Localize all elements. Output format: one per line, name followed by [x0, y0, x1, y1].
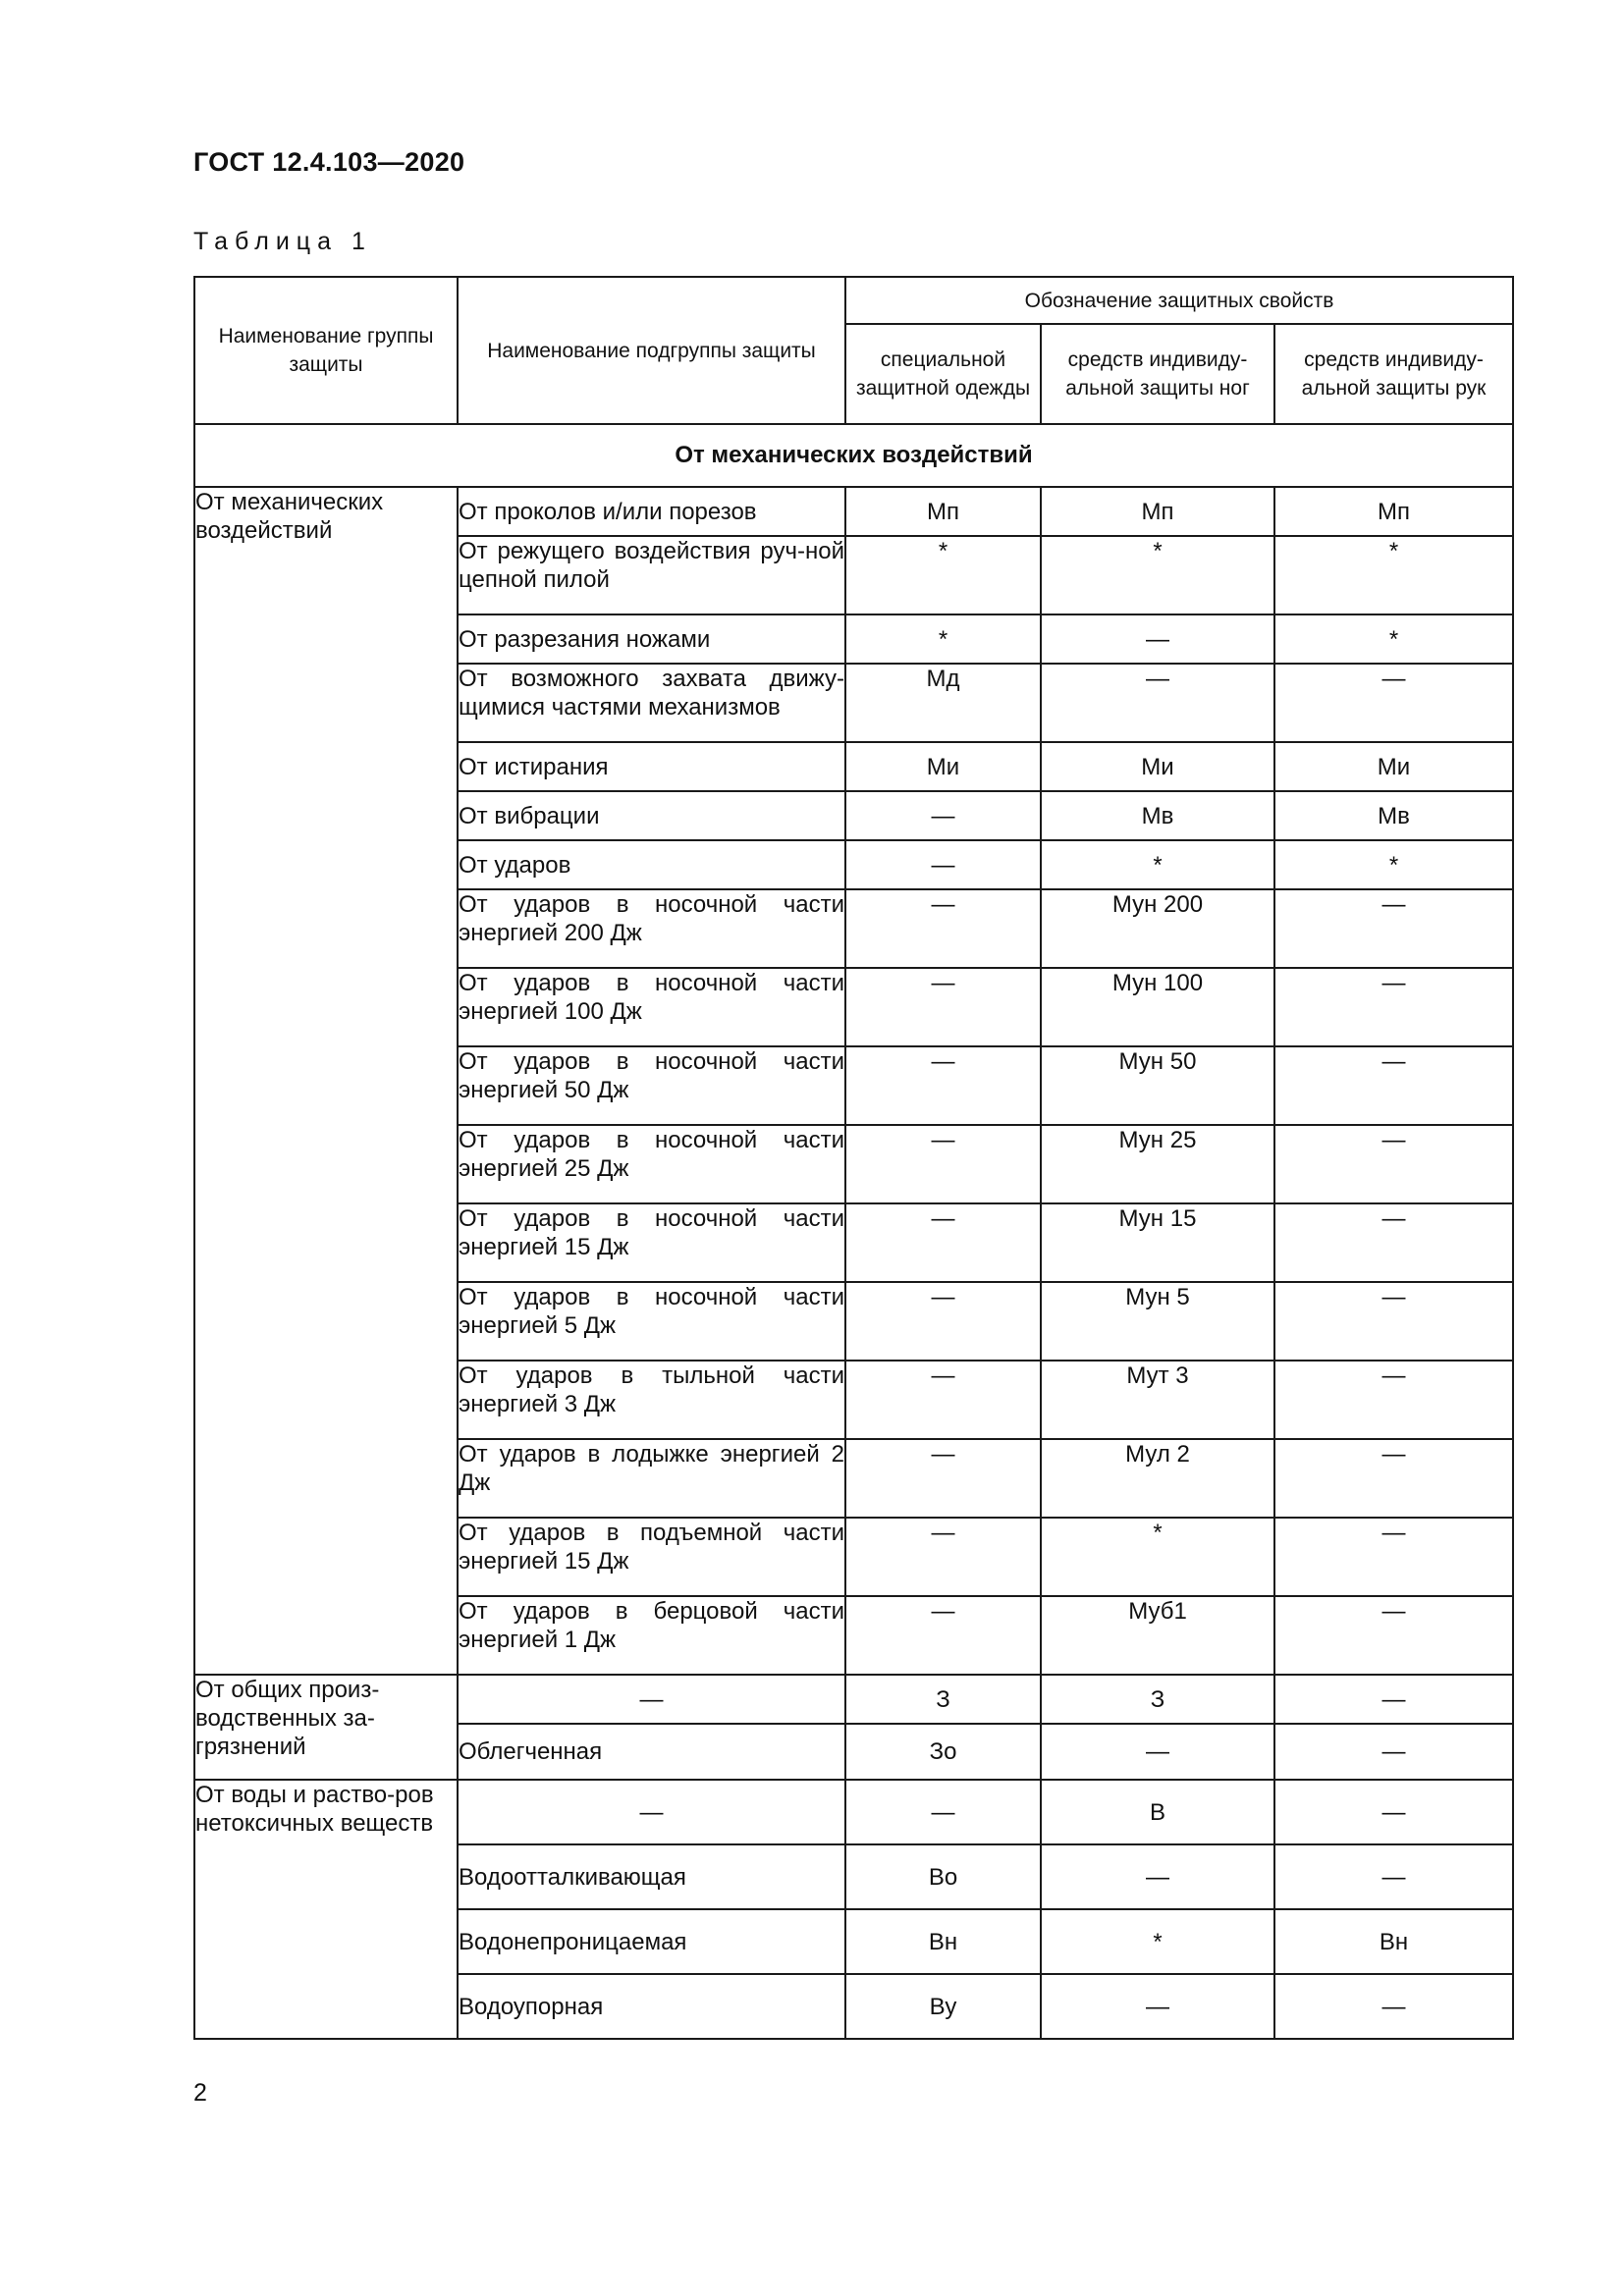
hands-value: Вн: [1274, 1909, 1513, 1974]
clothing-value: —: [845, 1596, 1041, 1675]
subgroup-cell: От разрезания ножами: [458, 614, 845, 664]
clothing-value: —: [845, 1780, 1041, 1844]
subgroup-cell: От ударов в носочной части энергией 100 Дж: [458, 968, 845, 1046]
header-group: Наименование группы защиты: [194, 277, 458, 424]
clothing-value: —: [845, 1518, 1041, 1596]
subgroup-cell: Облегченная: [458, 1724, 845, 1780]
clothing-value: —: [845, 1282, 1041, 1361]
clothing-value: *: [845, 614, 1041, 664]
clothing-value: —: [845, 840, 1041, 889]
hands-value: *: [1274, 840, 1513, 889]
clothing-value: —: [845, 1046, 1041, 1125]
feet-value: Мв: [1041, 791, 1274, 840]
hands-value: —: [1274, 1596, 1513, 1675]
clothing-value: Вн: [845, 1909, 1041, 1974]
subgroup-cell: От ударов в лодыжке энергией 2 Дж: [458, 1439, 845, 1518]
hands-value: —: [1274, 1361, 1513, 1439]
hands-value: —: [1274, 889, 1513, 968]
feet-value: *: [1041, 536, 1274, 614]
subgroup-cell: От проколов и/или порезов: [458, 487, 845, 536]
subgroup-cell: Водоупорная: [458, 1974, 845, 2039]
clothing-value: —: [845, 889, 1041, 968]
header-feet: средств индивиду-альной защиты ног: [1041, 324, 1274, 424]
clothing-value: —: [845, 1361, 1041, 1439]
feet-value: *: [1041, 1909, 1274, 1974]
hands-value: *: [1274, 536, 1513, 614]
feet-value: Мп: [1041, 487, 1274, 536]
clothing-value: —: [845, 791, 1041, 840]
feet-value: —: [1041, 1974, 1274, 2039]
header-hands: средств индивиду-альной защиты рук: [1274, 324, 1513, 424]
subgroup-cell: От ударов в носочной части энергией 25 Дж: [458, 1125, 845, 1203]
hands-value: —: [1274, 1780, 1513, 1844]
feet-value: —: [1041, 1724, 1274, 1780]
subgroup-cell: От ударов в подъемной части энергией 15 Дж: [458, 1518, 845, 1596]
hands-value: —: [1274, 1282, 1513, 1361]
feet-value: Мул 2: [1041, 1439, 1274, 1518]
clothing-value: Ву: [845, 1974, 1041, 2039]
clothing-value: —: [845, 1439, 1041, 1518]
page-number: 2: [193, 2079, 207, 2107]
feet-value: Мун 200: [1041, 889, 1274, 968]
feet-value: З: [1041, 1675, 1274, 1724]
hands-value: —: [1274, 968, 1513, 1046]
feet-value: *: [1041, 1518, 1274, 1596]
clothing-value: Во: [845, 1844, 1041, 1909]
subgroup-cell: От ударов в носочной части энергией 200 Дж: [458, 889, 845, 968]
feet-value: Мут 3: [1041, 1361, 1274, 1439]
subgroup-cell: Водоотталкивающая: [458, 1844, 845, 1909]
table-caption: Таблица 1: [193, 228, 372, 255]
hands-value: —: [1274, 1724, 1513, 1780]
clothing-value: З: [845, 1675, 1041, 1724]
feet-value: Мун 5: [1041, 1282, 1274, 1361]
hands-value: —: [1274, 1675, 1513, 1724]
clothing-value: —: [845, 1203, 1041, 1282]
subgroup-cell: От ударов в носочной части энергией 15 Дж: [458, 1203, 845, 1282]
feet-value: В: [1041, 1780, 1274, 1844]
subgroup-cell: От вибрации: [458, 791, 845, 840]
subgroup-cell: От ударов в тыльной части энергией 3 Дж: [458, 1361, 845, 1439]
document-title: ГОСТ 12.4.103—2020: [193, 147, 465, 177]
subgroup-cell: —: [458, 1675, 845, 1724]
clothing-value: *: [845, 536, 1041, 614]
hands-value: —: [1274, 1203, 1513, 1282]
hands-value: —: [1274, 1518, 1513, 1596]
hands-value: —: [1274, 1844, 1513, 1909]
hands-value: Ми: [1274, 742, 1513, 791]
hands-value: —: [1274, 1974, 1513, 2039]
subgroup-cell: От ударов: [458, 840, 845, 889]
feet-value: —: [1041, 664, 1274, 742]
group-cell: От механических воздействий: [194, 487, 458, 1675]
subgroup-cell: От ударов в носочной части энергией 5 Дж: [458, 1282, 845, 1361]
hands-value: *: [1274, 614, 1513, 664]
subgroup-cell: От возможного захвата движу-щимися частями механизмов: [458, 664, 845, 742]
feet-value: —: [1041, 1844, 1274, 1909]
hands-value: Мв: [1274, 791, 1513, 840]
protection-table: [193, 276, 1514, 2040]
subgroup-cell: —: [458, 1780, 845, 1844]
clothing-value: Мп: [845, 487, 1041, 536]
header-subgroup: Наименование подгруппы защиты: [458, 277, 845, 424]
clothing-value: Ми: [845, 742, 1041, 791]
subgroup-cell: От режущего воздействия руч-ной цепной пилой: [458, 536, 845, 614]
hands-value: —: [1274, 1046, 1513, 1125]
hands-value: —: [1274, 1439, 1513, 1518]
feet-value: Мун 50: [1041, 1046, 1274, 1125]
subgroup-cell: Водонепроницаемая: [458, 1909, 845, 1974]
hands-value: Мп: [1274, 487, 1513, 536]
clothing-value: —: [845, 1125, 1041, 1203]
clothing-value: Мд: [845, 664, 1041, 742]
feet-value: Мун 15: [1041, 1203, 1274, 1282]
clothing-value: —: [845, 968, 1041, 1046]
header-designation: Обозначение защитных свойств: [845, 277, 1513, 324]
section-title: От механических воздействий: [194, 424, 1513, 487]
feet-value: —: [1041, 614, 1274, 664]
group-cell: От воды и раство-ров нетоксичных веществ: [194, 1780, 458, 2039]
subgroup-cell: От ударов в берцовой части энергией 1 Дж: [458, 1596, 845, 1675]
hands-value: —: [1274, 664, 1513, 742]
feet-value: Муб1: [1041, 1596, 1274, 1675]
feet-value: *: [1041, 840, 1274, 889]
group-cell: От общих произ-водственных за-грязнений: [194, 1675, 458, 1780]
feet-value: Мун 25: [1041, 1125, 1274, 1203]
hands-value: —: [1274, 1125, 1513, 1203]
feet-value: Ми: [1041, 742, 1274, 791]
subgroup-cell: От ударов в носочной части энергией 50 Дж: [458, 1046, 845, 1125]
feet-value: Мун 100: [1041, 968, 1274, 1046]
header-clothing: специальной защитной одежды: [845, 324, 1041, 424]
subgroup-cell: От истирания: [458, 742, 845, 791]
clothing-value: Зо: [845, 1724, 1041, 1780]
